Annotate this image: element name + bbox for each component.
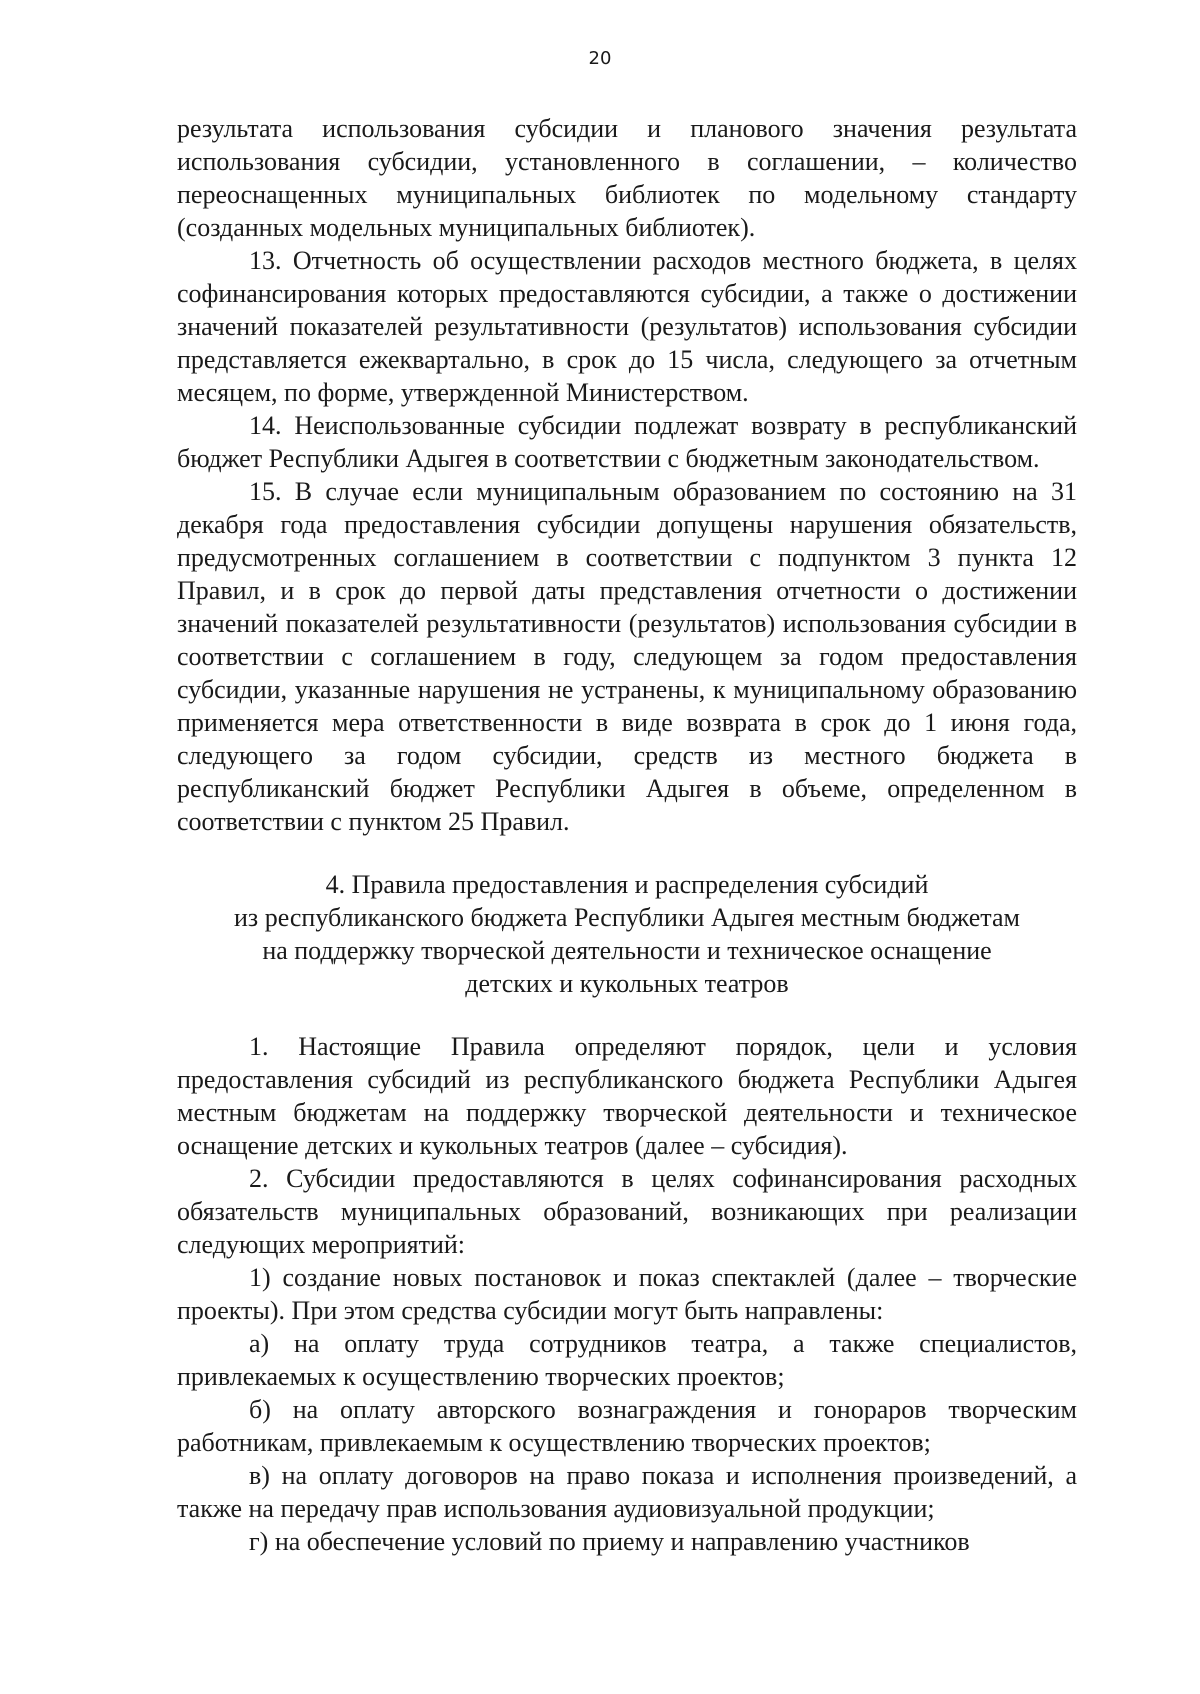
paragraph-item-1: 1. Настоящие Правила определяют порядок, цели и условия предоставления субсидий из республиканского бюджета Республики Адыгея местным бюджетам на поддержку творческой деятельности и техническое оснащение детских и кукольных театров (далее – субсидия). <box>177 1032 1077 1160</box>
paragraph-item-14: 14. Неиспользованные субсидии подлежат возврату в республиканский бюджет Республики Адыгея в соответствии с бюджетным законодательством. <box>177 411 1077 473</box>
document-body <box>177 112 1077 1558</box>
subparagraph-v: в) на оплату договоров на право показа и исполнения произведений, а также на передачу прав использования аудиовизуальной продукции; <box>177 1461 1077 1523</box>
subparagraph-g: г) на обеспечение условий по приему и направлению участников <box>249 1527 970 1556</box>
section-heading-line: на поддержку творческой деятельности и техническое оснащение <box>262 936 992 965</box>
paragraph-item-2: 2. Субсидии предоставляются в целях софинансирования расходных обязательств муниципальных образований, возникающих при реализации следующих мероприятий: <box>177 1164 1077 1259</box>
subparagraph-a: а) на оплату труда сотрудников театра, а также специалистов, привлекаемых к осуществлению творческих проектов; <box>177 1329 1077 1391</box>
page-number: 20 <box>588 48 612 69</box>
section-heading-line: детских и кукольных театров <box>465 969 789 998</box>
paragraph-item-13: 13. Отчетность об осуществлении расходов местного бюджета, в целях софинансирования которых предоставляются субсидии, а также о достижении значений показателей результативности (результатов) использования субсидии представляется ежеквартально, в срок до 15 числа, следующего за отчетным месяцем, по форме, утвержденной Министерством. <box>177 246 1077 407</box>
subparagraph-b: б) на оплату авторского вознаграждения и гонораров творческим работникам, привлекаемым к осуществлению творческих проектов; <box>177 1395 1077 1457</box>
subparagraph-1: 1) создание новых постановок и показ спектаклей (далее – творческие проекты). При этом средства субсидии могут быть направлены: <box>177 1263 1077 1325</box>
section-heading-line: 4. Правила предоставления и распределения субсидий <box>325 870 929 899</box>
section-heading <box>177 868 1077 1000</box>
paragraph-item-15: 15. В случае если муниципальным образованием по состоянию на 31 декабря года предоставления субсидии допущены нарушения обязательств, предусмотренных соглашением в соответствии с подпунктом 3 пункта 12 Правил, и в срок до первой даты представления отчетности о достижении значений показателей результативности (результатов) использования субсидии в соответствии с соглашением в году, следующем за годом предоставления субсидии, указанные нарушения не устранены, к муниципальному образованию применяется мера ответственности в виде возврата в срок до 1 июня года, следующего за годом субсидии, средств из местного бюджета в республиканский бюджет Республики Адыгея в объеме, определенном в соответствии с пунктом 25 Правил. <box>177 477 1077 836</box>
paragraph-continuation: результата использования субсидии и планового значения результата использования субсидии, установленного в соглашении, – количество переоснащенных муниципальных библиотек по модельному стандарту (созданных модельных муниципальных библиотек). <box>177 114 1077 242</box>
section-heading-line: из республиканского бюджета Республики Адыгея местным бюджетам <box>234 903 1020 932</box>
